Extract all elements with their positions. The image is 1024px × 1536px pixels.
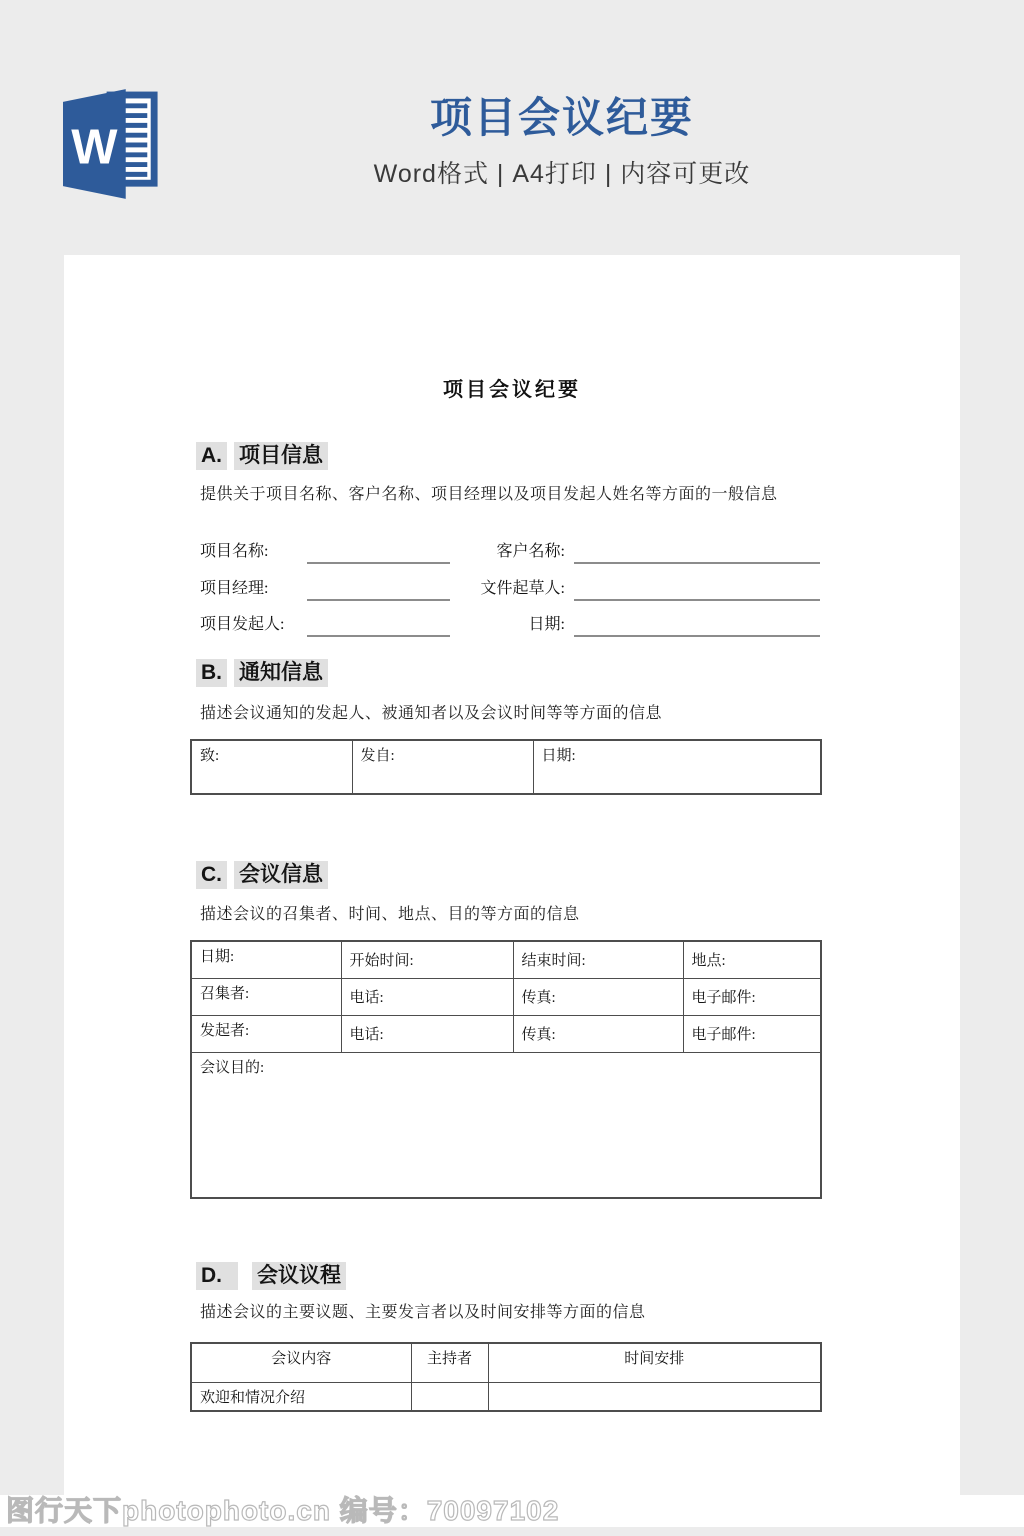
section-title: 项目信息 [234,442,328,470]
banner-title: 项目会议纪要 [429,94,694,141]
field-label: 客户名称: [496,543,565,560]
section-c-description: 描述会议的召集者、时间、地点、目的等方面的信息 [200,906,580,923]
column-header: 时间安排 [624,1351,685,1367]
cell-label: 电子邮件: [691,1027,756,1043]
meeting-cell-location[interactable] [683,941,821,978]
agenda-table [190,1342,822,1412]
meeting-cell-convener[interactable] [191,978,341,1015]
section-a-description: 提供关于项目名称、客户名称、项目经理以及项目发起人姓名等方面的一般信息 [200,486,778,503]
meeting-cell-initiator[interactable] [191,1015,341,1052]
field-label: 文件起草人: [480,580,565,597]
notice-cell-from[interactable] [352,740,533,794]
watermark-text: 图行天下photophoto.cn 编号：70097102 [6,1495,560,1526]
section-d-heading [196,1259,346,1289]
agenda-header-schedule [488,1343,821,1382]
meeting-cell-fax[interactable] [513,978,683,1015]
document-title: 项目会议纪要 [443,379,581,401]
cell-label: 发起者: [200,1022,250,1039]
cell-label: 电话: [349,1027,384,1043]
cell-label: 开始时间: [349,953,414,970]
section-d-description: 描述会议的主要议题、主要发言者以及时间安排等方面的信息 [200,1304,646,1321]
section-title: 会议议程 [252,1262,346,1290]
cell-label: 日期: [200,949,235,965]
field-label: 项目名称: [200,543,269,560]
cell-label: 发自: [360,748,395,764]
section-title: 会议信息 [234,861,328,889]
cell-label: 电子邮件: [691,990,756,1006]
meeting-cell-purpose[interactable] [191,1052,821,1198]
cell-label: 地点: [691,953,726,970]
form-row [64,609,960,637]
meeting-cell-email[interactable] [683,978,821,1015]
cell-label: 电话: [349,990,384,1006]
cell-label: 传真: [521,990,556,1006]
fill-line-document-drafter[interactable] [574,573,820,601]
section-a-heading [196,439,328,469]
notice-cell-to[interactable] [191,740,352,794]
agenda-header-content [191,1343,411,1382]
preview-banner [0,0,1024,255]
field-label: 项目发起人: [200,616,285,633]
meeting-cell-fax[interactable] [513,1015,683,1052]
meeting-cell-end-time[interactable] [513,941,683,978]
agenda-row-topic[interactable] [191,1382,411,1411]
meeting-cell-phone[interactable] [341,978,513,1015]
svg-text:W: W [71,120,118,175]
section-b-description: 描述会议通知的发起人、被通知者以及会议时间等等方面的信息 [200,705,663,722]
fill-line-client-name[interactable] [574,536,820,564]
meeting-cell-phone[interactable] [341,1015,513,1052]
section-letter: D. [196,1262,238,1290]
fill-line-date[interactable] [574,609,820,637]
cell-label: 致: [200,748,220,764]
section-letter: B. [196,659,227,687]
cell-label: 结束时间: [521,953,586,970]
column-header: 主持者 [426,1351,472,1367]
agenda-header-host [411,1343,488,1382]
section-letter: C. [196,861,227,889]
notice-table [190,739,822,795]
meeting-info-table [190,940,822,1199]
cell-label: 日期: [541,748,576,764]
meeting-cell-start-time[interactable] [341,941,513,978]
column-header: 会议内容 [271,1351,332,1367]
notice-cell-date[interactable] [533,740,821,794]
agenda-row-schedule[interactable] [488,1382,821,1411]
form-row [64,536,960,564]
field-label: 项目经理: [200,580,269,597]
cell-label: 传真: [521,1027,556,1043]
banner-text [100,92,1024,190]
agenda-row-host[interactable] [411,1382,488,1411]
banner-subtitle: Word格式 | A4打印 | 内容可更改 [373,160,751,188]
meeting-cell-email[interactable] [683,1015,821,1052]
section-title: 通知信息 [234,659,328,687]
watermark-bar [0,1495,1024,1527]
section-c-heading [196,858,328,888]
cell-label: 欢迎和情况介绍 [200,1389,306,1406]
form-row [64,573,960,601]
section-b-heading [196,656,328,686]
field-label: 日期: [528,616,565,633]
cell-label: 召集者: [200,985,250,1002]
document-page [64,255,960,1495]
cell-label: 会议目的: [200,1059,265,1076]
section-letter: A. [196,442,227,470]
meeting-cell-date[interactable] [191,941,341,978]
